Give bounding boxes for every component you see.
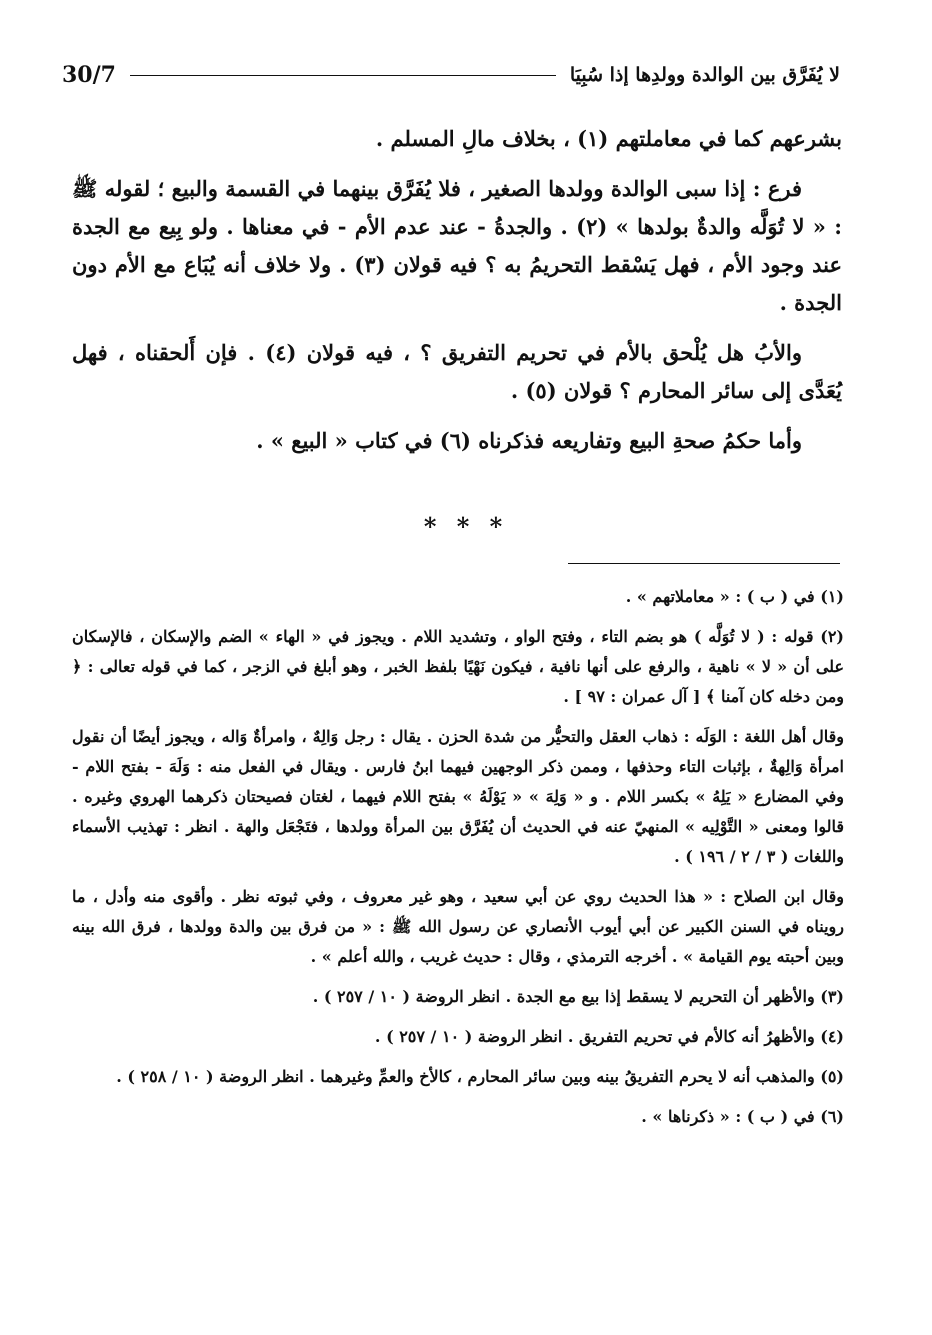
paragraph: بشرعهم كما في معاملتهم (١) ، بخلاف مالِ المسلم . xyxy=(375,126,842,151)
footnote: (١) في ( ب ) : « معاملاتهم » . xyxy=(625,587,844,606)
footnote: (٥) والمذهب أنه لا يحرم التفريقُ بينه وبين سائر المحارم ، كالأخ والعمِّ وغيرهما . انظر الروضة ( ١٠ / ٢٥٨ ) . xyxy=(116,1067,844,1086)
running-title: لا يُفَرَّق بين الوالدة وولدِها إذا سُبِيَا xyxy=(569,64,840,86)
paragraph: وأما حكمُ صحةِ البيع وتفاريعه فذكرناه (٦) في كتاب « البيع » . xyxy=(256,428,802,453)
section-separator: * * * xyxy=(423,512,509,541)
main-text xyxy=(72,120,842,472)
footnote: وقال ابن الصلاح : « هذا الحديث روي عن أبي سعيد ، وهو غير معروف ، وفي ثبوته نظر . وأقوى منه وأدل ، ما رويناه في السنن الكبير عن أبي أيوب الأنصاري عن رسول الله ﷺ : « من فرق بين والدة وولدها ، فرق الله بينه وبين أحبته يوم القيامة » . أخرجه الترمذي ، وقال : حديث غريب ، والله أعلم » . xyxy=(72,887,844,966)
paragraph: فرع : إذا سبى الوالدة وولدها الصغير ، فلا يُفَرَّق بينهما في القسمة والبيع ؛ لقوله ﷺ : « لا تُوَلَّه والدةٌ بولدها » (٢) . والجدةُ - عند عدم الأم - في معناها . ولو بِيع مع الجدة عند وجود الأم ، فهل يَسْقط التحريمُ به ؟ فيه قولان (٣) . ولا خلاف أنه يُبَاع مع الأم دون الجدة . xyxy=(72,176,843,315)
paragraph: والأبُ هل يُلْحق بالأم في تحريم التفريق ؟ ، فيه قولان (٤) . فإن أَلحقناه ، فهل يُعَدَّى إلى سائر المحارم ؟ قولان (٥) . xyxy=(72,340,842,403)
footnote: (٤) والأظهرُ أنه كالأم في تحريم التفريق . انظر الروضة ( ١٠ / ٢٥٧ ) . xyxy=(374,1027,844,1046)
header-rule xyxy=(130,75,556,76)
running-header xyxy=(62,58,840,92)
page-number: 30/7 xyxy=(62,62,116,88)
footnote: وقال أهل اللغة : الوَلَه : ذهاب العقل والتحيُّر من شدة الحزن . يقال : رجل وَالِهٌ ، وامرأةٌ وَاله ، ويجوز أيضًا أن نقول امرأة وَالِهةٌ ، بإثبات التاء وحذفها ، وممن ذكر الوجهين فيهما ابنُ فارس . ويقال في الفعل منه : وَلَهَ - بفتح اللام - وفي المضارع « يَلِهُ » بكسر اللام . و « وَلِهَ » « يَوْلَهُ » بفتح اللام فيهما ، لغتان فصيحتان ذكرهما الهروي وغيره . قالوا ومعنى « التَّوْلِيه » المنهيّ عنه في الحديث أن يُفَرَّق بين المرأة وولدها ، فتَجْعَل والهة . انظر : تهذيب الأسماء واللغات ( ٣ / ٢ / ١٩٦ ) . xyxy=(72,727,845,866)
footnotes xyxy=(72,582,844,1142)
footnote: (٦) في ( ب ) : « ذكرناها » . xyxy=(641,1107,844,1126)
footnote: (٣) والأظهر أن التحريم لا يسقط إذا بيع مع الجدة . انظر الروضة ( ١٠ / ٢٥٧ ) . xyxy=(312,987,844,1006)
footnote: (٢) قوله : ( لا تُوَلَّه ) هو بضم التاء ، وفتح الواو ، وتشديد اللام . ويجوز في « الهاء » الضم والإسكان ، فالإسكان على أن « لا » ناهية ، والرفع على أنها نافية ، فيكون نَهْيًا بلفظ الخبر ، وهو أبلغ في الزجر ، كما في قوله تعالى : ﴿ ومن دخله كان آمنا ﴾ [ آل عمران : ٩٧ ] . xyxy=(72,627,844,706)
footnote-rule xyxy=(568,563,840,564)
